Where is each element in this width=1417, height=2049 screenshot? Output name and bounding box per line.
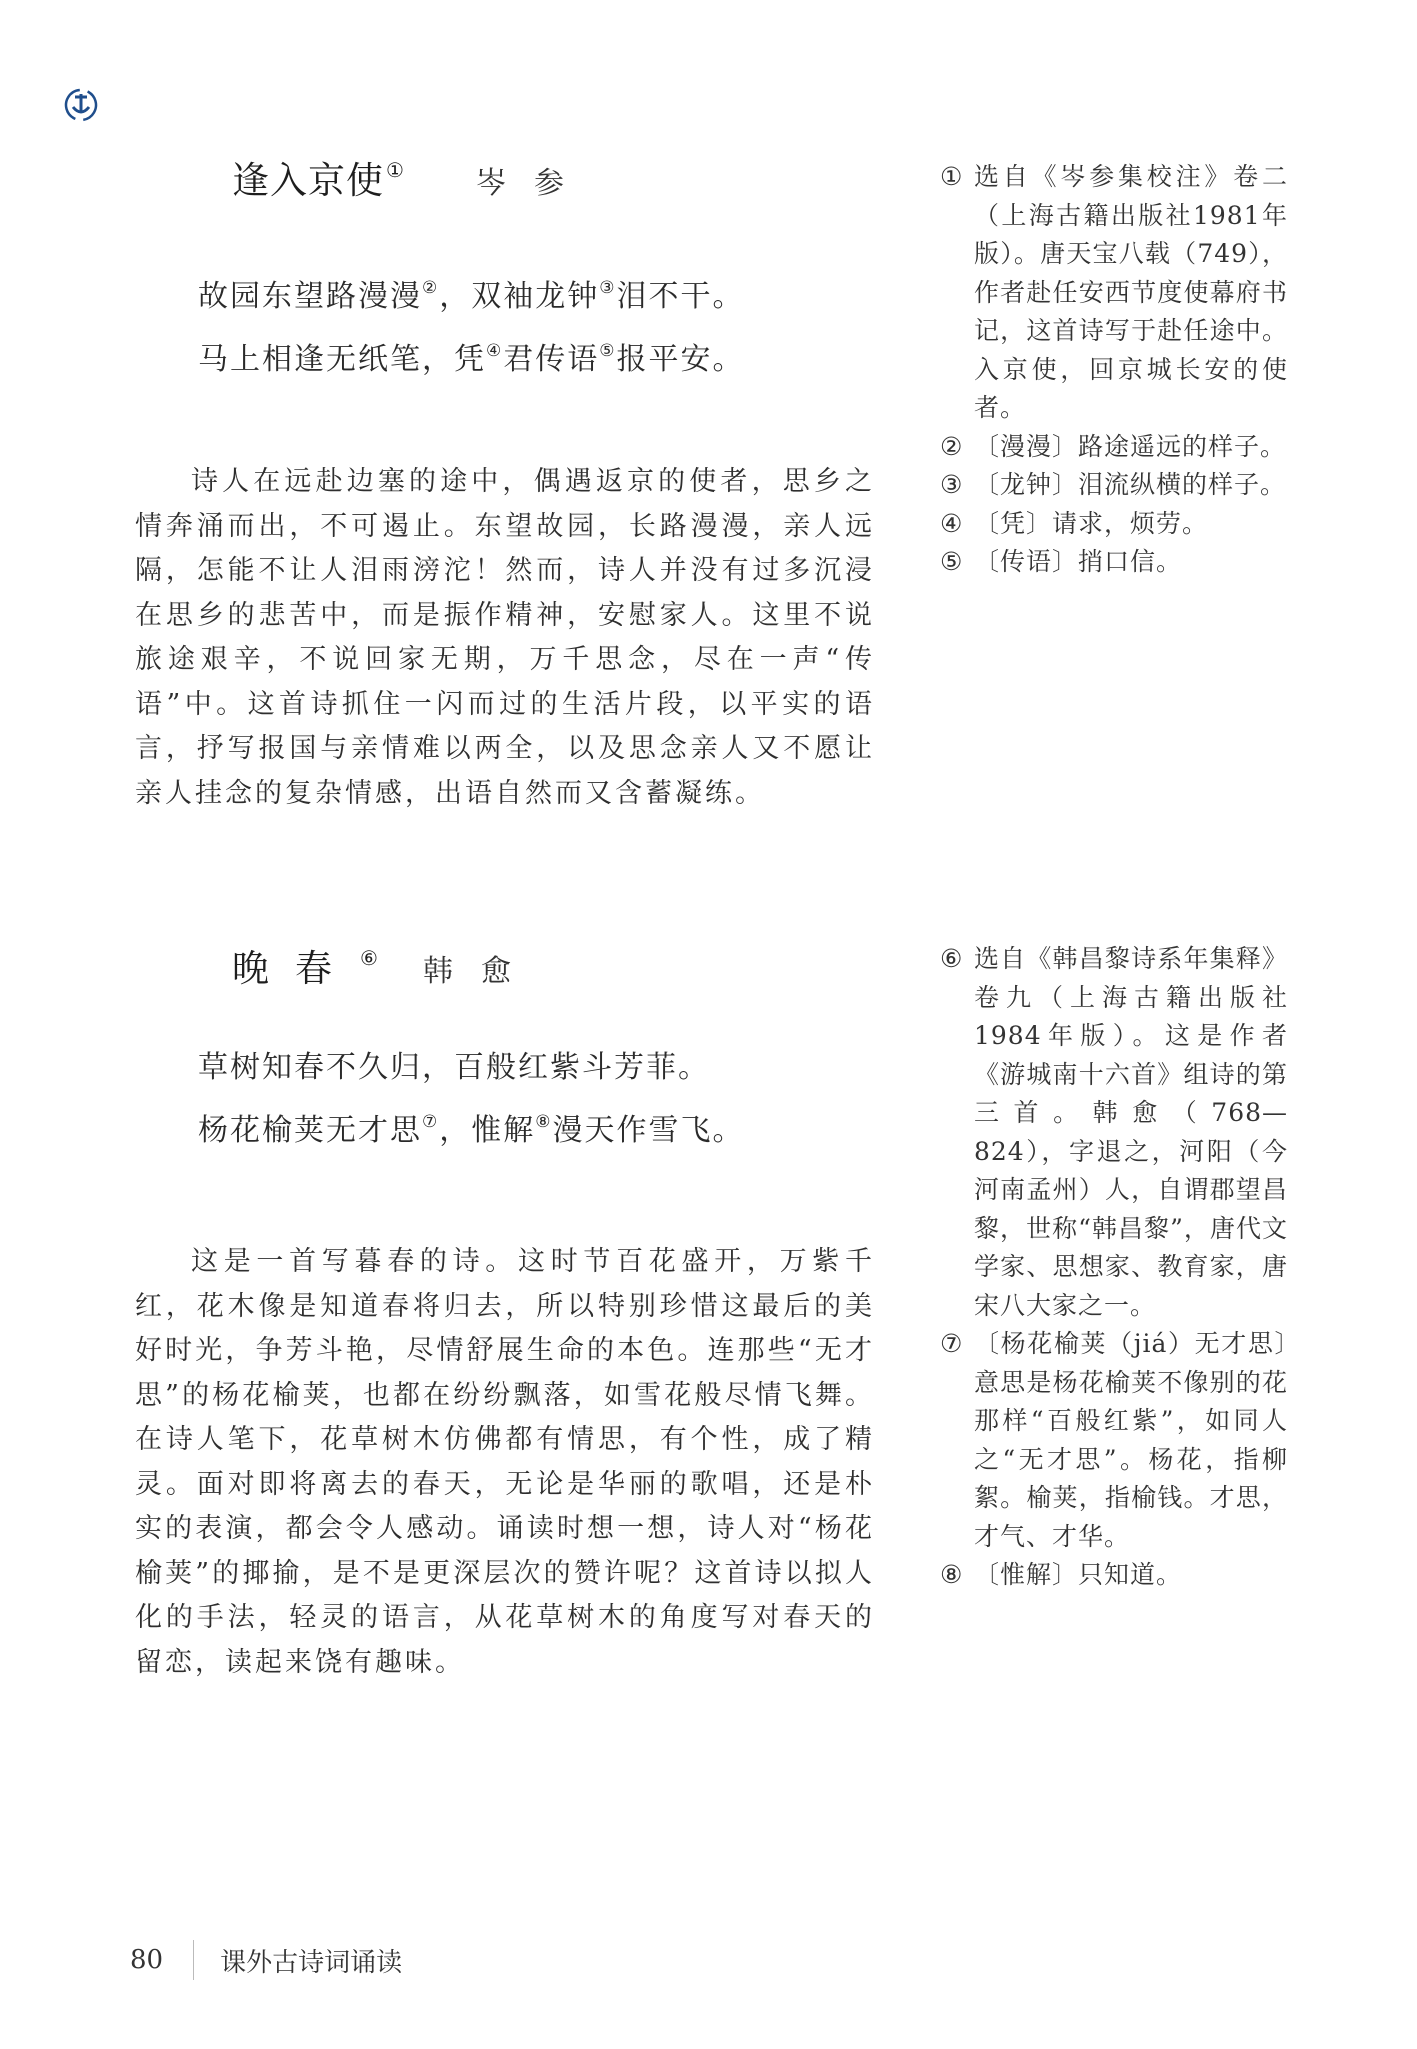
footnote-text: 〔凭〕请求，烦劳。 (974, 508, 1209, 538)
footnote-text: 选自《韩昌黎诗系年集释》卷九（上海古籍出版社1984年版）。这是作者《游城南十六首》组诗的第三首。韩愈（768—824），字退之，河阳（今河南孟州）人，自谓郡望昌黎，世称“韩昌黎”，唐代文学家、思想家、教育家，唐宋八大家之一。 (974, 944, 1288, 1320)
footnote-text: 〔惟解〕只知道。 (974, 1560, 1183, 1589)
footnote-text: 〔传语〕捎口信。 (974, 547, 1183, 576)
footnote (940, 466, 1288, 505)
note-marker: ⑧ (535, 1112, 553, 1132)
footnote (940, 428, 1288, 467)
footnote-number: ⑥ (940, 944, 964, 973)
note-marker: ② (422, 278, 440, 298)
verse-text: 漫天作雪飞。 (552, 1113, 745, 1148)
anchor-icon (64, 88, 98, 122)
footnotes (940, 158, 1288, 582)
poem-title (232, 947, 378, 990)
poem-commentary: 诗人在远赴边塞的途中，偶遇返京的使者，思乡之情奔涌而出，不可遏止。东望故园，长路漫漫，亲人远隔，怎能不让人泪雨滂沱！然而，诗人并没有过多沉浸在思乡的悲苦中，而是振作精神，安慰家人。这里不说旅途艰辛，不说回家无期，万千思念，尽在一声“传语”中。这首诗抓住一闪而过的生活片段，以平实的语言，抒写报国与亲情难以两全，以及思念亲人又不愿让亲人挂念的复杂情感，出语自然而又含蓄凝练。 (135, 466, 875, 809)
footnote (940, 940, 1288, 1325)
footnote-text: 〔漫漫〕路途遥远的样子。 (974, 431, 1287, 461)
poem-author: 韩愈 (423, 954, 540, 989)
poem-verse (198, 264, 745, 384)
verse-text: 故园东望路漫漫 (198, 279, 422, 314)
footnote-number: ⑧ (940, 1560, 964, 1589)
poem-verse (198, 1044, 745, 1155)
footnote (940, 1556, 1288, 1595)
footnote (940, 505, 1288, 544)
verse-text: ，双袖龙钟 (439, 279, 600, 314)
verse-text: 草树知春不久归，百般红紫斗芳菲。 (198, 1050, 710, 1085)
poem-author: 岑参 (476, 166, 593, 201)
footnote (940, 543, 1288, 582)
verse-line (198, 327, 745, 384)
footnote-text: 〔龙钟〕泪流纵横的样子。 (974, 470, 1287, 499)
poem-title (232, 159, 405, 202)
poem-commentary: 这是一首写暮春的诗。这时节百花盛开，万紫千红，花木像是知道春将归去，所以特别珍惜这最后的美好时光，争芳斗艳，尽情舒展生命的本色。连那些“无才思”的杨花榆荚，也都在纷纷飘落，如雪花般尽情飞舞。在诗人笔下，花草树木仿佛都有情思，有个性，成了精灵。面对即将离去的春天，无论是华丽的歌唱，还是朴实的表演，都会令人感动。诵读时想一想，诗人对“杨花榆荚”的揶揄，是不是更深层次的赞许呢？这首诗以拟人化的手法，轻灵的语言，从花草树木的角度写对春天的留恋，读起来饶有趣味。 (135, 1246, 875, 1678)
verse-text: 报平安。 (616, 342, 745, 377)
footnote-number: ① (940, 162, 964, 191)
poem-title-text: 逢入京使 (232, 159, 384, 202)
title-note-marker: ① (386, 158, 405, 182)
footer-divider (193, 1940, 194, 1980)
footnotes (940, 940, 1288, 1595)
note-marker: ③ (599, 278, 617, 298)
poem-title-row (232, 150, 592, 204)
note-marker: ④ (486, 341, 504, 361)
section-title: 课外古诗词诵读 (220, 1947, 403, 1978)
verse-text: 泪不干。 (616, 279, 745, 314)
footnote-text: 选自《岑参集校注》卷二（上海古籍出版社1981年版）。唐天宝八载（749），作者赴任安西节度使幕府书记，这首诗写于赴任途中。入京使，回京城长安的使者。 (974, 162, 1288, 422)
footnote-text: 〔杨花榆荚（jiá）无才思〕意思是杨花榆荚不像别的花那样“百般红紫”，如同人之“无才思”。杨花，指柳絮。榆荚，指榆钱。才思，才气、才华。 (974, 1329, 1288, 1551)
verse-line (198, 264, 745, 321)
verse-text: 马上相逢无纸笔，凭 (198, 342, 486, 377)
poem-title-text: 晚春 (232, 947, 358, 990)
title-note-marker: ⑥ (360, 946, 378, 970)
verse-line (198, 1098, 745, 1155)
verse-text: 杨花榆荚无才思 (198, 1113, 422, 1148)
footnote-number: ② (940, 431, 964, 461)
footnote-number: ⑤ (940, 547, 964, 576)
page-number: 80 (130, 1945, 164, 1975)
poem-title-row (232, 938, 539, 992)
verse-line (198, 1044, 745, 1092)
verse-text: ，惟解 (439, 1113, 536, 1148)
note-marker: ⑦ (422, 1112, 440, 1132)
footnote-number: ⑦ (940, 1329, 964, 1358)
note-marker: ⑤ (599, 341, 617, 361)
footnote-number: ③ (940, 470, 964, 499)
footnote (940, 1325, 1288, 1556)
verse-text: 君传语 (503, 342, 600, 377)
footnote (940, 158, 1288, 428)
footnote-number: ④ (940, 508, 964, 538)
page-footer (130, 1940, 402, 1980)
